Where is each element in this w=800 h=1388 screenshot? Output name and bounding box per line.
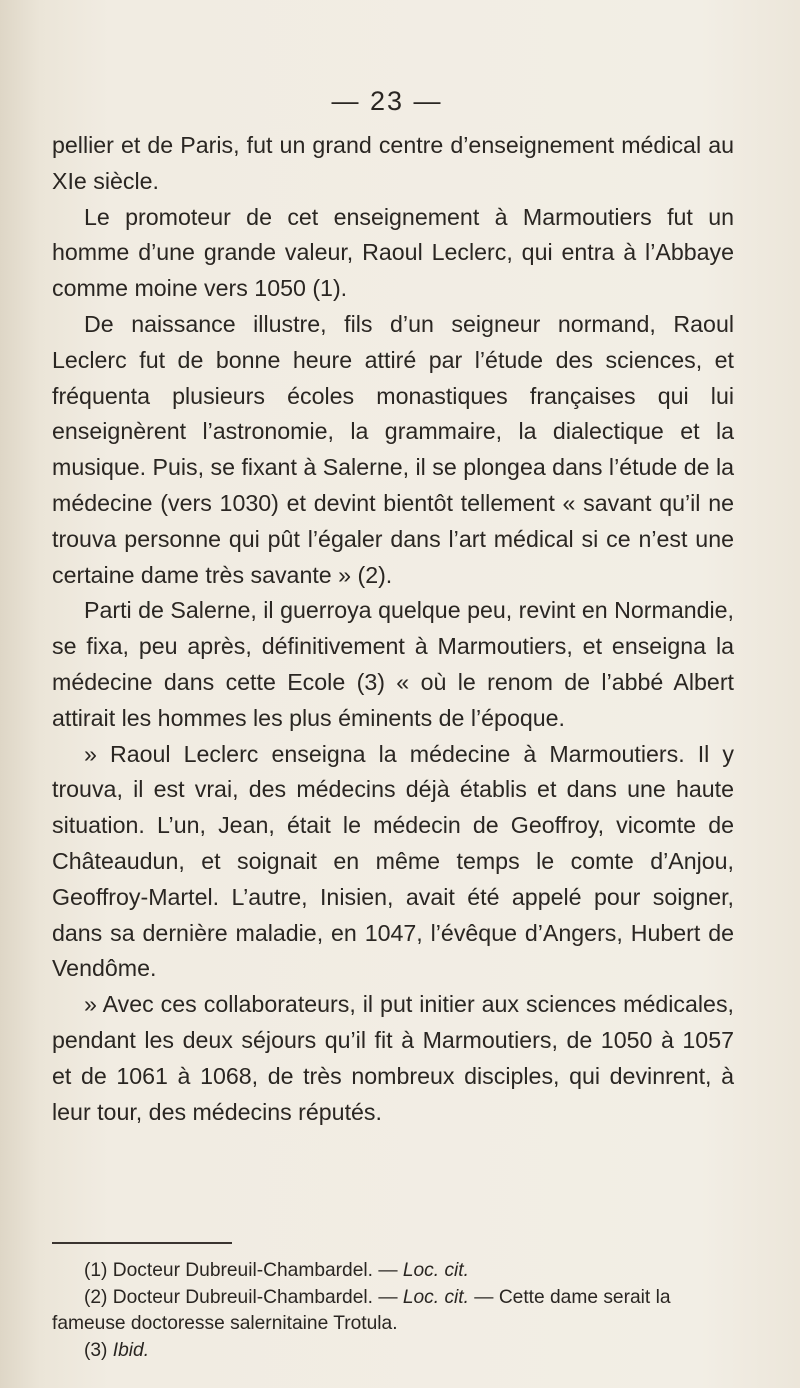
paragraph-6: » Avec ces collaborateurs, il put initier aux sciences médicales, pendant les deux séjours qu’il fit à Marmoutiers, de 1050 à 1057 et de 1061 à 1068, de très nombreux disciples, qui devinrent, à leur tour, des médecins réputés. xyxy=(52,991,734,1125)
footnote-separator xyxy=(52,1242,232,1244)
footnote-2-text: (2) Docteur Dubreuil-Chambardel. — xyxy=(84,1286,403,1308)
footnote-3-source: Ibid. xyxy=(112,1339,150,1361)
paragraph-1: pellier et de Paris, fut un grand centre d’enseignement médical au XIe siècle. xyxy=(52,132,734,194)
paragraph-4: Parti de Salerne, il guerroya quelque peu, revint en Normandie, se fixa, peu après, définitivement à Marmoutiers, et enseigna la médecine dans cette Ecole (3) « où le renom de l’abbé Albert attirait les hommes les plus éminents de l’époque. xyxy=(52,597,734,731)
footnote-2-tail: — Cette dame serait la fameuse doctoresse salernitaine Trotula. xyxy=(52,1286,671,1334)
paragraph-2: Le promoteur de cet enseignement à Marmoutiers fut un homme d’une grande valeur, Raoul Leclerc, qui entra à l’Abbaye comme moine vers 1050 (1). xyxy=(52,203,734,302)
footnote-3-text: (3) xyxy=(84,1339,113,1361)
footnote-1 xyxy=(52,1258,734,1285)
footnotes xyxy=(52,1258,734,1364)
paragraph-5: » Raoul Leclerc enseigna la médecine à Marmoutiers. Il y trouva, il est vrai, des médecins déjà établis et dans une haute situation. L’un, Jean, était le médecin de Geoffroy, vicomte de Châteaudun, et soignait en même temps le comte d’Anjou, Geoffroy-Martel. L’autre, Inisien, avait été appelé pour soigner, dans sa dernière maladie, en 1047, l’évêque d’Angers, Hubert de Vendôme. xyxy=(52,740,734,982)
footnote-2 xyxy=(52,1285,734,1338)
footnote-1-text: (1) Docteur Dubreuil-Chambardel. — xyxy=(84,1260,403,1281)
page-number: — 23 — xyxy=(331,86,443,116)
body-text xyxy=(52,128,734,1130)
paragraph-3: De naissance illustre, fils d’un seigneur normand, Raoul Leclerc fut de bonne heure attiré par l’étude des sciences, et fréquenta plusieurs écoles monastiques françaises qui lui enseignèrent l’astronomie, la grammaire, la dialectique et la musique. Puis, se fixant à Salerne, il se plongea dans l’étude de la médecine (vers 1030) et devint bientôt tellement « savant qu’il ne trouva personne qui pût l’égaler dans l’art médical si ce n’est une certaine dame très savante » (2). xyxy=(52,310,734,588)
footnote-1-source: Loc. cit. xyxy=(402,1260,469,1281)
footnote-2-source: Loc. cit. xyxy=(402,1286,469,1308)
footnote-3 xyxy=(52,1338,734,1365)
